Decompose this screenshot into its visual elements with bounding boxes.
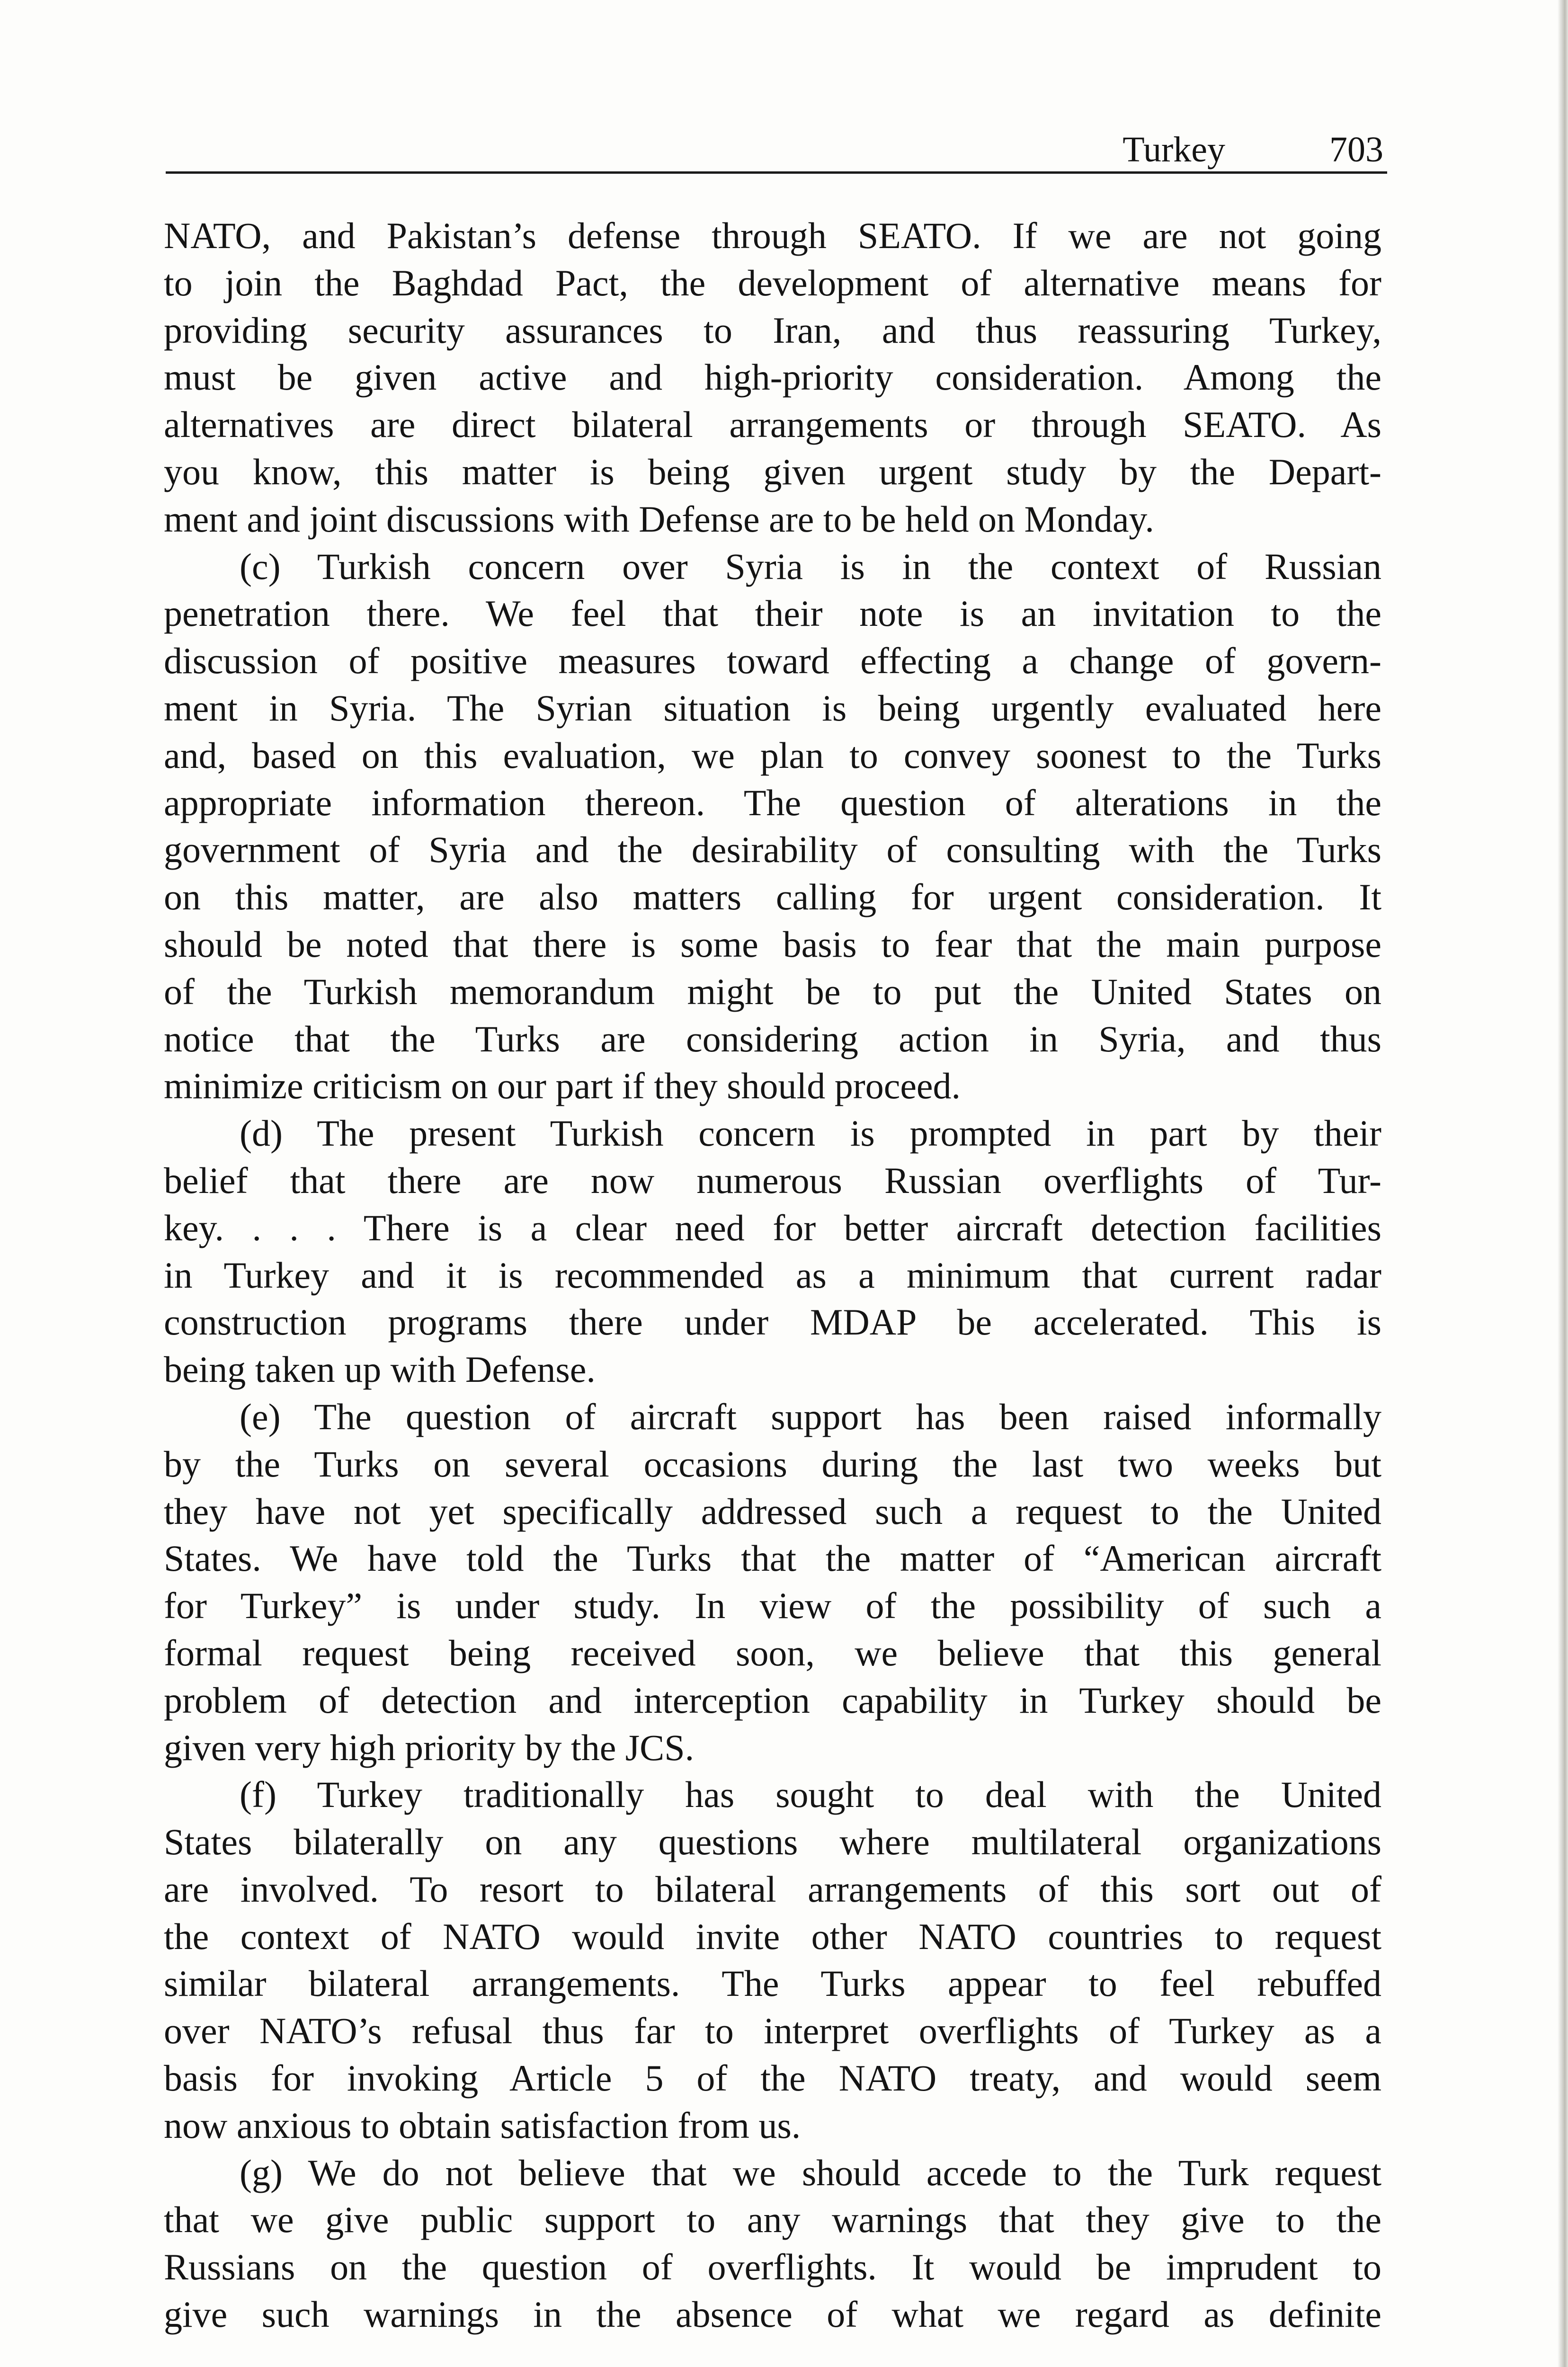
- text-line: give such warnings in the absence of what we regard as definite: [164, 2294, 1381, 2335]
- text-line: you know, this matter is being given urgent study by the Depart-: [164, 451, 1381, 492]
- text-line: of the Turkish memorandum might be to put the United States on: [164, 970, 1381, 1012]
- text-line: (c) Turkish concern over Syria is in the context of Russian: [240, 545, 1381, 587]
- text-line: formal request being received soon, we believe that this general: [164, 1632, 1381, 1673]
- text-line: and, based on this evaluation, we plan to convey soonest to the Turks: [164, 734, 1381, 776]
- text-line: on this matter, are also matters calling for urgent consideration. It: [164, 876, 1381, 918]
- text-line: ment in Syria. The Syrian situation is being urgently evaluated here: [164, 687, 1381, 729]
- text-line: key. . . . There is a clear need for better aircraft detection facilities: [164, 1207, 1381, 1248]
- text-line: now anxious to obtain satisfaction from us.: [164, 2104, 801, 2146]
- text-line: States. We have told the Turks that the matter of “American aircraft: [164, 1538, 1381, 1579]
- text-line: (d) The present Turkish concern is prompted in part by their: [240, 1112, 1381, 1154]
- text-line: that we give public support to any warnings that they give to the: [164, 2199, 1381, 2241]
- text-line: for Turkey” is under study. In view of the possibility of such a: [164, 1585, 1381, 1627]
- text-line: the context of NATO would invite other NATO countries to request: [164, 1915, 1381, 1957]
- page-number: 703: [1329, 130, 1383, 169]
- text-line: over NATO’s refusal thus far to interpret overflights of Turkey as a: [164, 2010, 1381, 2052]
- text-line: problem of detection and interception capability in Turkey should be: [164, 1679, 1381, 1721]
- running-head: [166, 128, 1387, 174]
- text-line: ment and joint discussions with Defense are to be held on Monday.: [164, 498, 1154, 540]
- text-line: appropriate information thereon. The question of alterations in the: [164, 782, 1381, 823]
- text-line: government of Syria and the desirability of consulting with the Turks: [164, 829, 1381, 871]
- text-line: in Turkey and it is recommended as a minimum that current radar: [164, 1254, 1381, 1296]
- text-line: must be given active and high-priority consideration. Among the: [164, 356, 1381, 398]
- text-line: providing security assurances to Iran, and thus reassuring Turkey,: [164, 309, 1381, 351]
- page-edge-shadow: [1558, 0, 1568, 2367]
- text-line: construction programs there under MDAP be accelerated. This is: [164, 1301, 1381, 1343]
- text-line: are involved. To resort to bilateral arrangements of this sort out of: [164, 1868, 1381, 1910]
- text-line: similar bilateral arrangements. The Turks appear to feel rebuffed: [164, 1963, 1381, 2004]
- text-line: basis for invoking Article 5 of the NATO treaty, and would seem: [164, 2057, 1381, 2099]
- text-line: (e) The question of aircraft support has been raised informally: [240, 1396, 1381, 1437]
- text-line: they have not yet specifically addressed such a request to the United: [164, 1490, 1381, 1532]
- text-line: (g) We do not believe that we should accede to the Turk request: [240, 2152, 1381, 2193]
- text-line: to join the Baghdad Pact, the development of alternative means for: [164, 262, 1381, 303]
- running-head-title: Turkey: [1123, 130, 1225, 169]
- text-line: discussion of positive measures toward effecting a change of govern-: [164, 640, 1381, 682]
- text-line: NATO, and Pakistan’s defense through SEATO. If we are not going: [164, 215, 1381, 256]
- text-line: by the Turks on several occasions during the last two weeks but: [164, 1443, 1381, 1485]
- text-line: should be noted that there is some basis to fear that the main purpose: [164, 923, 1381, 965]
- text-line: penetration there. We feel that their note is an invitation to the: [164, 593, 1381, 634]
- text-line: being taken up with Defense.: [164, 1349, 596, 1390]
- text-line: notice that the Turks are considering action in Syria, and thus: [164, 1018, 1381, 1059]
- body-text: [164, 212, 1381, 2338]
- text-line: (f) Turkey traditionally has sought to deal with the United: [240, 1774, 1381, 1815]
- text-line: minimize criticism on our part if they should proceed.: [164, 1065, 961, 1107]
- text-line: States bilaterally on any questions where multilateral organizations: [164, 1821, 1381, 1863]
- text-line: belief that there are now numerous Russian overflights of Tur-: [164, 1159, 1381, 1201]
- text-line: alternatives are direct bilateral arrangements or through SEATO. As: [164, 404, 1381, 445]
- text-line: Russians on the question of overflights. It would be imprudent to: [164, 2246, 1381, 2288]
- text-line: given very high priority by the JCS.: [164, 1726, 695, 1768]
